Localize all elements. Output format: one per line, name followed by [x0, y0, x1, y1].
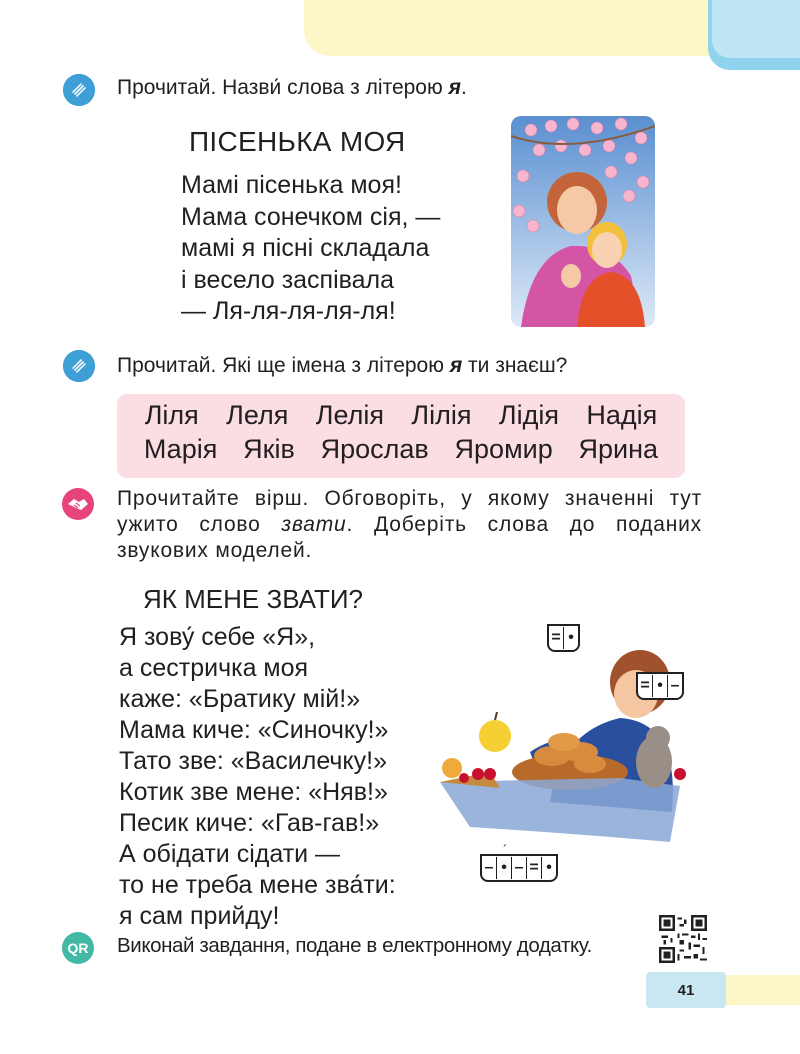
name-item: Лідія [498, 400, 559, 430]
task3-instruction: Прочитайте вірш. Обговоріть, у якому значенні тут ужито слово звати. Доберіть слова до поданих звукових моделей. [117, 487, 702, 562]
poem2-title: ЯК МЕНЕ ЗВАТИ? [143, 584, 364, 614]
name-item: Лілія [411, 400, 472, 430]
handshake-icon [62, 488, 94, 520]
sound-scheme-2: = • – [636, 672, 684, 700]
mother-child-illustration [511, 116, 655, 327]
task3-word: звати [281, 513, 347, 536]
qr-badge-icon [62, 932, 94, 964]
poem2-body [119, 622, 396, 932]
name-item: Яків [243, 434, 295, 464]
poem-line: каже: «Братику мій!» [119, 685, 361, 713]
poem-line: А обідати сідати — [119, 840, 341, 868]
poem-line: Я зову́ себе «Я», [119, 623, 316, 651]
poem-line: Мама сонечком сія, — [181, 202, 441, 231]
sound-scheme-1: = • [547, 624, 580, 652]
poem-line: Тато зве: «Василечку!» [119, 747, 387, 775]
name-item: Лелія [315, 400, 384, 430]
poem-line: і весело заспівала [181, 265, 395, 294]
stress-mark-icon: ´ [503, 842, 508, 857]
names-row-1 [117, 400, 685, 431]
name-item: Яромир [454, 434, 553, 464]
task2-instruction: Прочитай. Які ще імена з літерою я ти знаєш? [117, 354, 568, 377]
poem-line: Песик киче: «Гав-гав!» [119, 809, 380, 837]
header-decoration-blue-inner [712, 0, 800, 58]
name-item: Надія [586, 400, 658, 430]
names-panel [117, 394, 685, 478]
qr-code-image[interactable] [659, 915, 707, 963]
task1-letter: я [448, 76, 461, 99]
poem-line: Мамі пісенька моя! [181, 171, 402, 199]
book-icon [63, 74, 95, 106]
sound-scheme-3: – • – = • [480, 854, 558, 882]
name-item: Леля [226, 400, 289, 430]
name-item: Ярослав [320, 434, 429, 464]
qr-badge-label: QR [67, 940, 89, 956]
name-item: Ліля [144, 400, 199, 430]
poem-line: мамі я пісні складала [181, 234, 430, 262]
task2-letter: я [449, 354, 463, 377]
page-number: 41 [677, 981, 695, 999]
name-item: Марія [143, 434, 218, 464]
qr-instruction: Виконай завдання, подане в електронному додатку. [117, 934, 592, 957]
poem1-title: ПІСЕНЬКА МОЯ [189, 126, 406, 157]
name-item: Ярина [578, 434, 659, 464]
page-number-decoration [722, 975, 800, 1005]
poem-line: — Ля-ля-ля-ля-ля! [181, 297, 396, 325]
poem-line: я сам прийду! [119, 902, 280, 930]
poem1-body [181, 170, 440, 328]
poem-line: Котик зве мене: «Няв!» [119, 778, 388, 806]
book-icon [63, 350, 95, 382]
task1-instruction: Прочитай. Назви́ слова з літерою я. [117, 76, 467, 99]
poem-line: Мама киче: «Синочку!» [119, 716, 389, 744]
names-row-2 [117, 434, 685, 465]
boy-table-illustration [440, 622, 702, 852]
poem-line: то не треба мене зва́ти: [119, 871, 396, 899]
poem-line: а сестричка моя [119, 654, 309, 682]
